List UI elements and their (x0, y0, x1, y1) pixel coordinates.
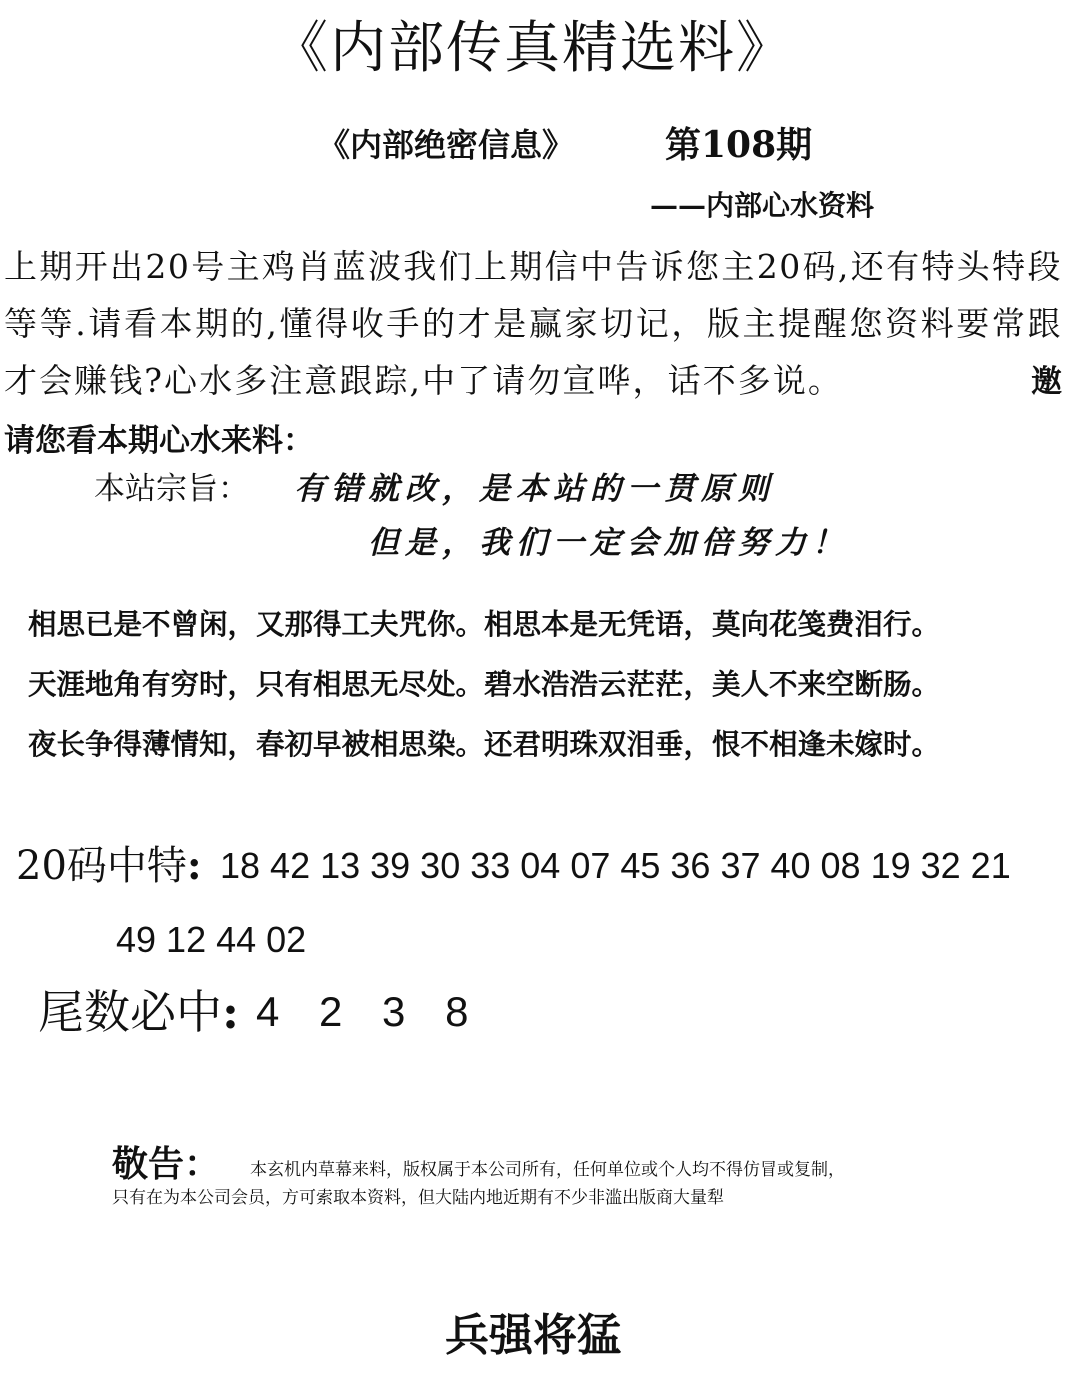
tail-digits-colon: : (222, 985, 239, 1039)
invite-text: 邀请您看本期心水来料： (4, 364, 1062, 459)
special-numbers-label (16, 838, 202, 894)
subtitle: 《内部绝密信息》 (318, 126, 575, 164)
main-title: 《内部传真精选料》 (272, 16, 794, 81)
poem-line: 相思已是不曾闲，又那得工夫咒你。相思本是无凭语，莫向花笺费泪行。 (28, 607, 941, 641)
tail-digits-label-text: 尾数必中 (38, 985, 222, 1039)
intro-paragraph (4, 238, 1062, 470)
poem-line: 天涯地角有穷时，只有相思无尽处。碧水浩浩云茫茫，美人不来空断肠。 (28, 667, 941, 701)
motto-line-2: 但是，我们一定会加倍努力！ (368, 525, 849, 561)
notice-line-1: 本玄机内草幕来料，版权属于本公司所有，任何单位或个人均不得仿冒或复制， (250, 1160, 845, 1180)
motto-line-1: 有错就改，是本站的一贯原则 (294, 471, 775, 507)
special-numbers-line-1: 18 42 13 39 30 33 04 07 45 36 37 40 08 19 32 21 (220, 845, 1011, 886)
special-numbers-colon: : (186, 842, 202, 889)
special-numbers-label-text: 20码中特 (16, 843, 187, 889)
tail-digits-values: 4 2 3 8 (256, 988, 469, 1035)
motto-label: 本站宗旨： (94, 471, 249, 507)
issue-number: 第108期 (665, 124, 813, 166)
source-line: ——内部心水资料 (650, 189, 875, 222)
poem-line: 夜长争得薄情知，春初早被相思染。还君明珠双泪垂，恨不相逢未嫁时。 (28, 727, 941, 761)
tail-digits-label (38, 982, 239, 1042)
special-numbers-line-2: 49 12 44 02 (116, 919, 307, 960)
footer-slogan: 兵强将猛 (445, 1310, 621, 1361)
notice-line-2: 只有在为本公司会员，方可索取本资料，但大陆内地近期有不少非滥出版商大量犁 (112, 1188, 724, 1208)
intro-text: 上期开出20号主鸡肖蓝波我们上期信中告诉您主20码,还有特头特段等等.请看本期的,懂得收手的才是赢家切记，版主提醒您资料要常跟才会赚钱?心水多注意跟踪,中了请勿宣哗，话不多说。 (4, 247, 1062, 400)
notice-label: 敬告： (112, 1143, 221, 1185)
